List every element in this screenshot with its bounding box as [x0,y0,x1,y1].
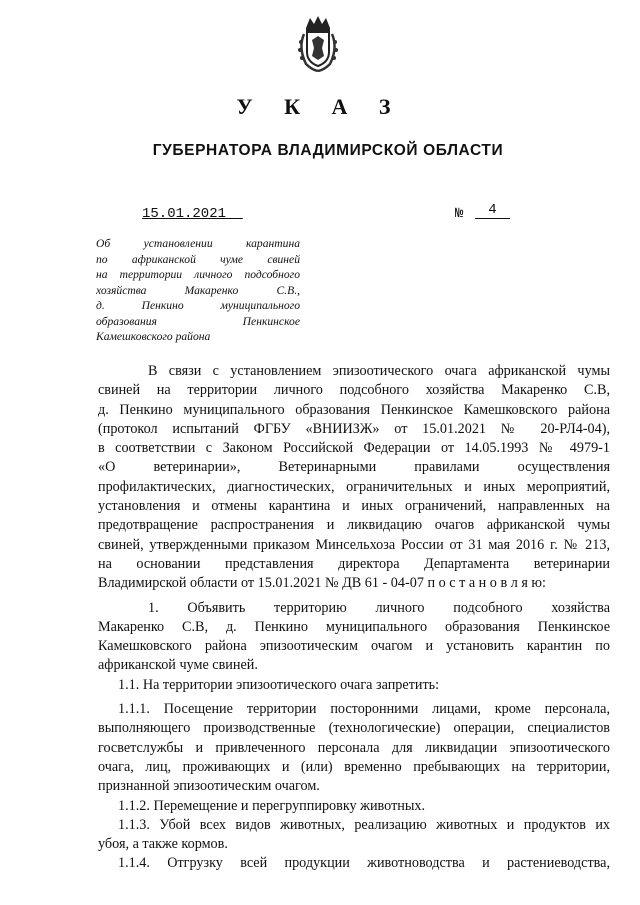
item-1-1-2: 1.1.2. Перемещение и перегруппировку животных. [118,797,426,814]
preamble-line: в соответствии с Законом Российской Федерации от 14.05.1993 № 4979-1 [98,440,610,457]
item-1-line: африканской чуме свиней. [98,657,258,674]
preamble-line: на основании представления директора Департамента ветеринарии [98,555,610,572]
item-1-1-1-line: очага, лиц, проживающих и (или) временно пребывающих на территории, [98,758,610,775]
subject-line: на территории личного подсобного [96,268,300,281]
preamble-line: (протокол испытаний ФГБУ «ВНИИЗЖ» от 15.01.2021 № 20-РЛ4-04), [98,420,610,437]
subject-line: д. Пенкино муниципального [96,299,300,312]
number-label: № [455,206,464,222]
document-body [98,362,610,874]
subject-line: по африканской чуме свиней [96,252,300,266]
item-1-1-3-line: убоя, а также кормов. [98,836,228,853]
preamble-line: свиней, утвержденными приказом Минсельхоза России от 31 мая 2016 г. № 213, [98,536,610,553]
preamble-line: свиней на территории личного подсобного хозяйства Макаренко С.В, [98,382,610,399]
subject-line: образования Пенкинское [96,314,300,328]
preamble-line: Владимирской области от 15.01.2021 № ДВ 61 - 04-07 п о с т а н о в л я ю: [98,575,546,592]
document-number: 4 [475,202,510,219]
item-1-1: 1.1. На территории эпизоотического очага запретить: [118,676,440,693]
subject-line: хозяйства Макаренко С.В., [96,283,300,297]
subject-line: Камешковского района [96,330,211,343]
item-1-line: 1. Объявить территорию личного подсобного хозяйства [148,599,610,616]
document-date: 15.01.2021 [142,206,243,222]
subject-line: Об установлении карантина [96,237,300,250]
item-1-1-3-line: 1.1.3. Убой всех видов животных, реализацию животных и продуктов их [118,816,610,833]
document-issuer: ГУБЕРНАТОРА ВЛАДИМИРСКОЙ ОБЛАСТИ [152,142,504,159]
coat-of-arms-icon [296,14,340,72]
item-1-1-4: 1.1.4. Отгрузку всей продукции животноводства и растениеводства, [118,855,610,872]
preamble-line: «О ветеринарии», Ветеринарными правилами осуществления [98,459,610,476]
preamble-line: установления и отмены карантина и иных ограничений, направленных на [98,498,610,515]
preamble-line: предотвращение распространения и ликвидацию очагов африканской чумы [98,517,610,534]
preamble-line: В связи с установлением эпизоотического очага африканской чумы [148,363,610,379]
item-1-1-1-line: 1.1.1. Посещение территории посторонними лицами, кроме персонала, [118,701,610,718]
preamble-line: профилактических, диагностических, ограничительных и иных мероприятий, [98,478,610,495]
item-1-1-1-line: выполняющего производственные (технологические) операции, специалистов [98,720,610,737]
item-1-1-1-line: госветслужбы и привлеченного персонала для ликвидации эпизоотического [98,739,610,756]
item-1-line: Камешковского района эпизоотическим очагом и установить карантин по [98,638,610,655]
subject-block [96,236,300,345]
preamble-line: д. Пенкино муниципального образования Пенкинское Камешковского района [98,401,610,418]
item-1-1-1-line: признанной эпизоотическим очагом. [98,778,320,795]
item-1-line: Макаренко С.В, д. Пенкино муниципального образования Пенкинское [98,618,610,635]
document-title: У К А З [236,94,404,119]
